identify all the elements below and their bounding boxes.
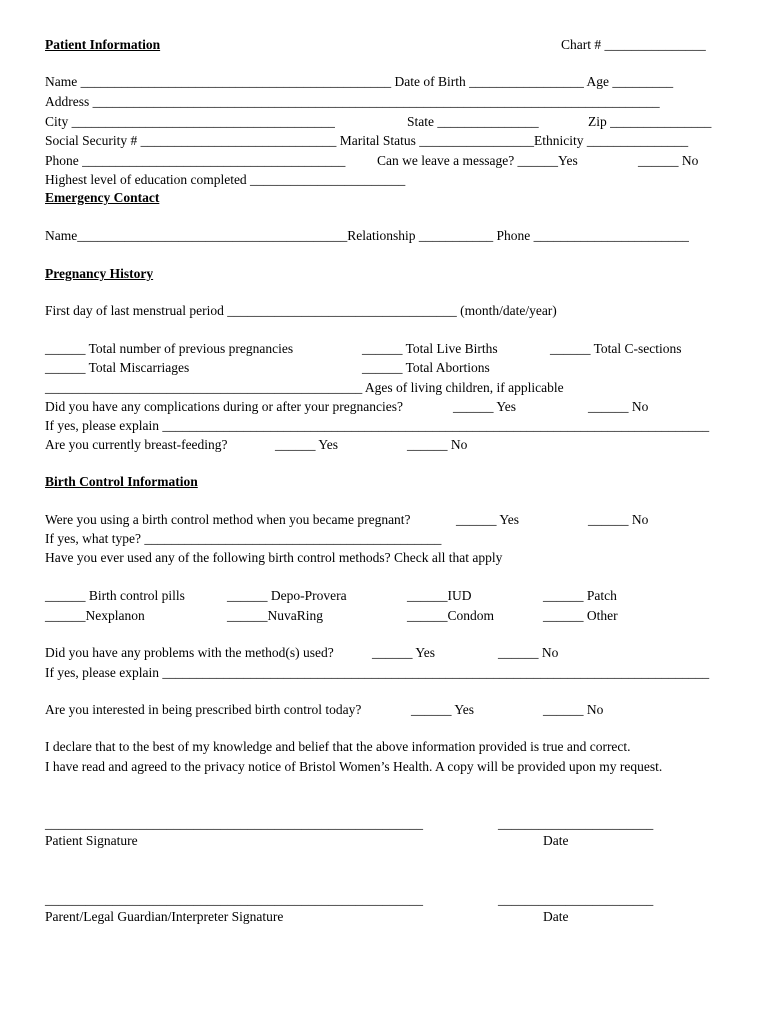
method-nuvaring[interactable]: ______NuvaRing [227, 608, 323, 623]
chart-number-field[interactable]: Chart # _______________ [561, 37, 706, 52]
patient-signature-label: Patient Signature [45, 833, 138, 848]
using-bc-question: Were you using a birth control method when you became pregnant? [45, 512, 411, 527]
bc-methods-question: Have you ever used any of the following birth control methods? Check all that apply [45, 550, 503, 565]
name-dob-age-row[interactable]: Name ______________________________________________ Date of Birth _________________ Age _________ [45, 74, 674, 89]
guardian-signature-line[interactable]: ________________________________________________________ [45, 892, 423, 907]
city-field[interactable]: City _______________________________________ [45, 114, 335, 129]
address-field[interactable]: Address ____________________________________________________________________________________ [45, 94, 660, 109]
education-field[interactable]: Highest level of education completed _______________________ [45, 172, 406, 187]
method-condom[interactable]: ______Condom [407, 608, 495, 623]
c-sections-field[interactable]: ______ Total C-sections [550, 341, 682, 356]
state-field[interactable]: State _______________ [407, 114, 539, 129]
guardian-date-label: Date [543, 909, 569, 924]
patient-date-line[interactable]: _______________________ [498, 816, 654, 831]
previous-pregnancies-field[interactable]: ______ Total number of previous pregnancies [45, 341, 294, 356]
guardian-date-line[interactable]: _______________________ [498, 892, 654, 907]
ssn-marital-ethnicity-row[interactable]: Social Security # _____________________________ Marital Status _________________Ethnicity _______________ [45, 133, 689, 148]
abortions-field[interactable]: ______ Total Abortions [362, 360, 490, 375]
method-iud[interactable]: ______IUD [407, 588, 472, 603]
patient-date-label: Date [543, 833, 569, 848]
method-problems-question: Did you have any problems with the method(s) used? [45, 645, 334, 660]
using-bc-yes[interactable]: ______ Yes [456, 512, 520, 527]
children-ages-field[interactable]: _______________________________________________ Ages of living children, if applicable [45, 380, 564, 395]
live-births-field[interactable]: ______ Total Live Births [362, 341, 498, 356]
breastfeeding-question: Are you currently breast-feeding? [45, 437, 228, 452]
pregnancy-history-heading: Pregnancy History [45, 266, 154, 281]
patient-info-heading: Patient Information [45, 37, 161, 52]
emergency-contact-heading: Emergency Contact [45, 190, 160, 205]
complications-explain-field[interactable]: If yes, please explain _________________________________________________________________________________ [45, 418, 710, 433]
method-problems-explain-field[interactable]: If yes, please explain _________________________________________________________________________________ [45, 665, 710, 680]
leave-message-no[interactable]: ______ No [638, 153, 699, 168]
using-bc-no[interactable]: ______ No [588, 512, 649, 527]
method-problems-no[interactable]: ______ No [498, 645, 559, 660]
bc-type-field[interactable]: If yes, what type? ____________________________________________ [45, 531, 442, 546]
method-patch[interactable]: ______ Patch [543, 588, 617, 603]
declaration-line-1: I declare that to the best of my knowledge and belief that the above information provided is true and correct. [45, 739, 631, 754]
method-problems-yes[interactable]: ______ Yes [372, 645, 436, 660]
phone-field[interactable]: Phone _______________________________________ [45, 153, 346, 168]
method-depo-provera[interactable]: ______ Depo-Provera [227, 588, 347, 603]
method-other[interactable]: ______ Other [543, 608, 618, 623]
breastfeeding-yes[interactable]: ______ Yes [275, 437, 339, 452]
zip-field[interactable]: Zip _______________ [588, 114, 712, 129]
interest-no[interactable]: ______ No [543, 702, 604, 717]
complications-yes[interactable]: ______ Yes [453, 399, 517, 414]
miscarriages-field[interactable]: ______ Total Miscarriages [45, 360, 190, 375]
breastfeeding-no[interactable]: ______ No [407, 437, 468, 452]
complications-question: Did you have any complications during or after your pregnancies? [45, 399, 404, 414]
patient-signature-line[interactable]: ________________________________________________________ [45, 816, 423, 831]
complications-no[interactable]: ______ No [588, 399, 649, 414]
emergency-contact-row[interactable]: Name________________________________________Relationship ___________ Phone _______________________ [45, 228, 689, 243]
method-pills[interactable]: ______ Birth control pills [45, 588, 185, 603]
leave-message-yes[interactable]: Can we leave a message? ______Yes [377, 153, 578, 168]
interest-yes[interactable]: ______ Yes [411, 702, 475, 717]
guardian-signature-label: Parent/Legal Guardian/Interpreter Signature [45, 909, 284, 924]
interest-question: Are you interested in being prescribed birth control today? [45, 702, 362, 717]
lmp-field[interactable]: First day of last menstrual period __________________________________ (month/date/year) [45, 303, 557, 318]
declaration-line-2: I have read and agreed to the privacy notice of Bristol Women’s Health. A copy will be provided upon my request. [45, 759, 663, 774]
method-nexplanon[interactable]: ______Nexplanon [45, 608, 145, 623]
birth-control-heading: Birth Control Information [45, 474, 198, 489]
